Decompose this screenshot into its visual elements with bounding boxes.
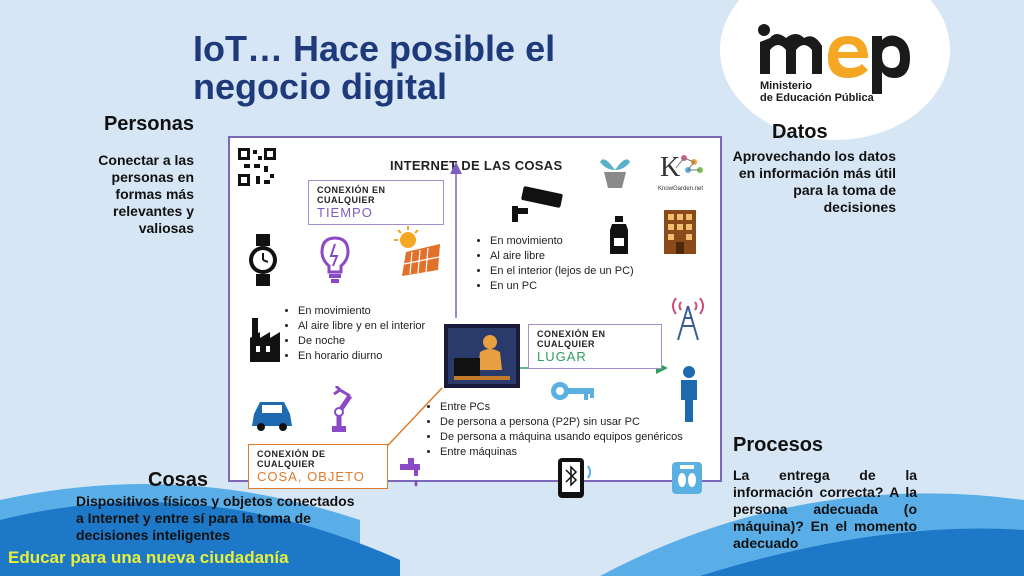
conn-tiempo-box	[308, 180, 444, 225]
logo-subtitle-line2: de Educación Pública	[760, 92, 874, 104]
bullet-item: • De persona a máquina usando equipos genéricos	[440, 430, 683, 445]
qr-code-icon	[236, 146, 278, 188]
factory-icon	[248, 318, 288, 364]
bullet-item: • En horario diurno	[298, 349, 425, 364]
conn-tiempo-small: CONEXIÓN EN CUALQUIER	[317, 185, 386, 205]
building-icon	[660, 208, 700, 254]
radio-tower-icon	[668, 294, 708, 340]
bullet-item: • Entre máquinas	[440, 445, 683, 460]
datos-text: Aprovechando los datos en información más útil para la toma de decisiones	[732, 148, 896, 215]
bullet-item: • En movimiento	[298, 304, 425, 319]
security-camera-icon	[508, 184, 568, 224]
cosas-text: Dispositivos físicos y objetos conectados a Internet y entre sí para la toma de decisiones inteligentes	[76, 493, 355, 543]
conn-tiempo-big: TIEMPO	[317, 205, 373, 220]
plant-pot-icon	[598, 150, 632, 190]
iot-diagram-panel	[228, 136, 722, 482]
procesos-text: La entrega de la información correcta? A la persona adecuada (o máquina)? En el momento adecuado	[733, 467, 917, 551]
conn-cosa-box	[248, 444, 388, 489]
key-icon	[550, 380, 596, 402]
svg-text:K: K	[660, 152, 681, 183]
weight-scale-icon	[670, 460, 704, 496]
person-icon	[678, 366, 700, 422]
bullet-item: • En un PC	[490, 279, 634, 294]
procesos-heading: Procesos	[733, 434, 824, 456]
bullet-item: • Al aire libre	[490, 249, 634, 264]
logo-subtitle	[760, 80, 930, 104]
conn-cosa-small: CONEXIÓN DE CUALQUIER	[257, 449, 326, 469]
bullets-bottom	[428, 400, 683, 460]
person-at-computer-icon	[444, 324, 520, 388]
personas-heading: Personas	[103, 113, 194, 135]
bullet-item: • En movimiento	[490, 234, 634, 249]
lightbulb-icon	[320, 236, 350, 284]
conn-lugar-box	[528, 324, 662, 369]
bullet-item: • En el interior (lejos de un PC)	[490, 264, 634, 279]
footer-slogan: Educar para una nueva ciudadanía	[8, 548, 289, 567]
knowgarden-label: KnowGarden.net	[658, 186, 704, 192]
logo-subtitle-line1: Ministerio	[760, 80, 812, 92]
bullet-item: • De persona a persona (P2P) sin usar PC	[440, 415, 683, 430]
datos-heading: Datos	[772, 121, 828, 143]
watch-icon	[248, 234, 278, 286]
bullet-item: • De noche	[298, 334, 425, 349]
conn-cosa-big: COSA, OBJETO	[257, 469, 365, 484]
conn-lugar-small: CONEXIÓN EN CUALQUIER	[537, 329, 606, 349]
robot-arm-icon	[314, 386, 360, 434]
bullets-left	[286, 304, 425, 364]
car-icon	[250, 396, 294, 432]
conn-lugar-big: LUGAR	[537, 349, 587, 364]
bottle-icon	[608, 216, 630, 256]
bullet-item: • Entre PCs	[440, 400, 683, 415]
page-title: IoT… Hace posible el negocio digital	[193, 28, 556, 107]
faucet-icon	[398, 458, 428, 488]
cosas-heading: Cosas	[148, 469, 209, 491]
bluetooth-phone-icon	[556, 456, 596, 500]
bullet-item: • Al aire libre y en el interior	[298, 319, 425, 334]
personas-text: Conectar a las personas en formas más relevantes y valiosas	[98, 152, 194, 236]
solar-panel-icon	[392, 226, 444, 282]
panel-title: INTERNET DE LAS COSAS	[390, 158, 563, 173]
